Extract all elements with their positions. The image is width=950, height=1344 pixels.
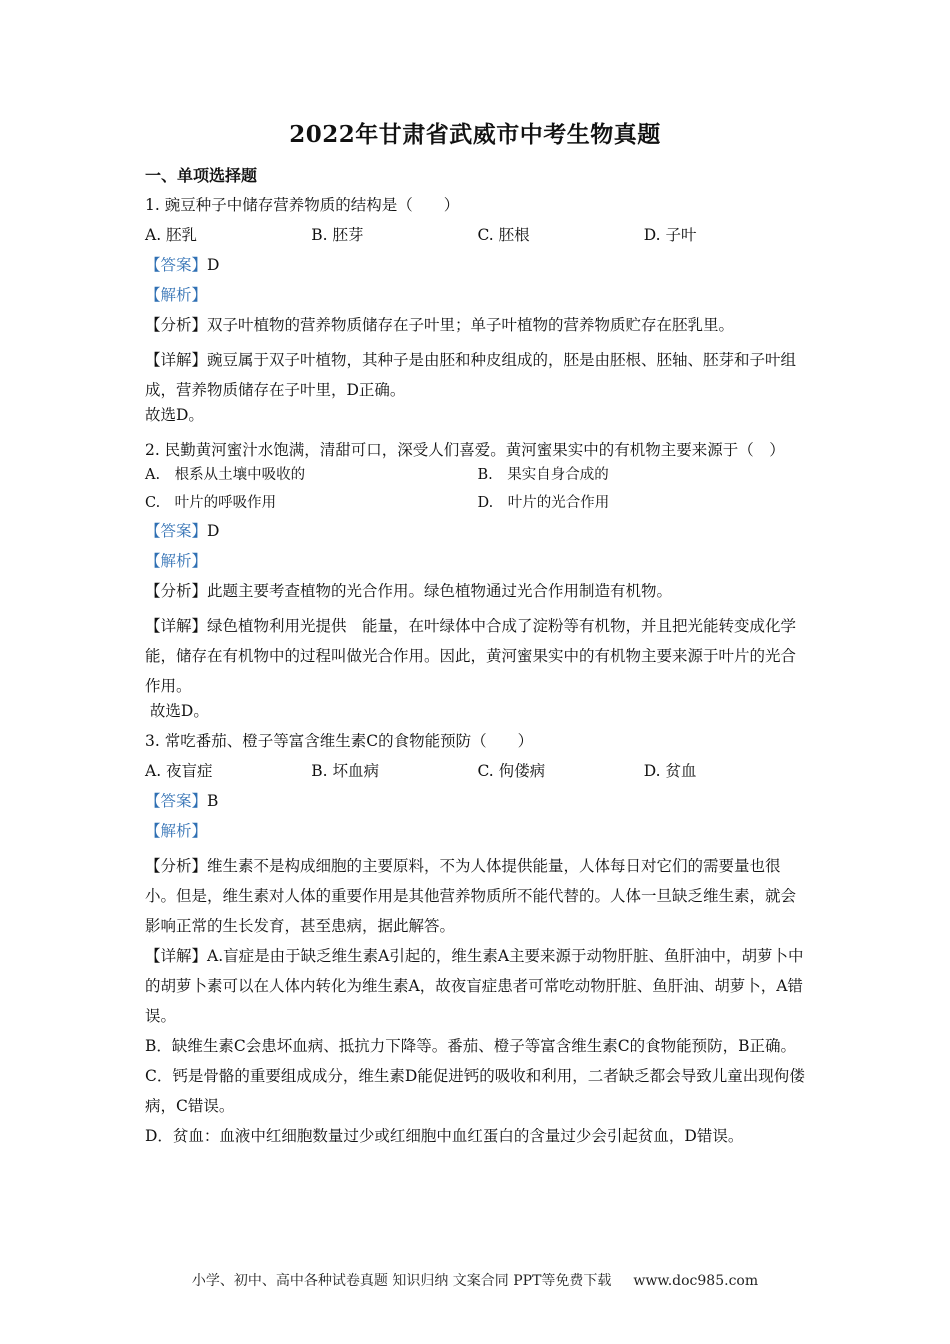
fenxi-tag: 【分析】 bbox=[145, 582, 208, 600]
option-a: A. 夜盲症 bbox=[145, 762, 213, 780]
fenxi-para bbox=[145, 851, 810, 941]
question-2-options-row1 bbox=[145, 465, 810, 493]
content bbox=[145, 195, 810, 1151]
option-d: D. 叶片的光合作用 bbox=[477, 495, 610, 511]
analysis-line bbox=[145, 285, 810, 315]
xiangjie-para bbox=[145, 941, 810, 1031]
answer-tag: 【答案】 bbox=[145, 522, 208, 540]
page-title: 2022年甘肃省武威市中考生物真题 bbox=[289, 121, 661, 148]
section-heading: 一、单项选择题 bbox=[145, 166, 258, 185]
question-1-stem: 1. 豌豆种子中储存营养物质的结构是（ ） bbox=[145, 196, 460, 214]
fenxi-text: 维生素不是构成细胞的主要原料，不为人体提供能量，人体每日对它们的需要量也很小。但是，维生素对人体的重要作用是其他营养物质所不能代替的。人体一旦缺乏维生素，就会影响正常的生长发育，甚至患病，据此解答。 bbox=[145, 857, 797, 935]
conclusion: 故选D。 bbox=[145, 406, 204, 424]
answer-line bbox=[145, 255, 810, 285]
option-d: D. 子叶 bbox=[643, 226, 697, 244]
option-c: C. 胚根 bbox=[477, 226, 530, 244]
analysis-line bbox=[145, 551, 810, 581]
option-b: B. 胚芽 bbox=[311, 226, 364, 244]
xiangjie-tag: 【详解】 bbox=[145, 617, 208, 635]
explanation-d: D．贫血：血液中红细胞数量过少或红细胞中血红蛋白的含量过少会引起贫血，D错误。 bbox=[145, 1127, 744, 1145]
answer-line bbox=[145, 521, 810, 551]
analysis-tag: 【解析】 bbox=[145, 552, 208, 570]
fenxi-tag: 【分析】 bbox=[145, 857, 208, 875]
fenxi-text: 此题主要考查植物的光合作用。绿色植物通过光合作用制造有机物。 bbox=[207, 582, 673, 600]
footer-text: 小学、初中、高中各种试卷真题 知识归纳 文案合同 PPT等免费下载 bbox=[191, 1273, 612, 1289]
xiangjie-para bbox=[145, 345, 810, 405]
fenxi-line bbox=[145, 315, 810, 345]
xiangjie-para bbox=[145, 611, 810, 701]
conclusion: 故选D。 bbox=[145, 702, 209, 720]
page-footer bbox=[0, 1270, 950, 1290]
answer-value: B bbox=[207, 792, 219, 810]
option-b: B. 坏血病 bbox=[311, 762, 379, 780]
option-c: C. 叶片的呼吸作用 bbox=[145, 495, 277, 511]
xiangjie-tag: 【详解】 bbox=[145, 947, 208, 965]
answer-tag: 【答案】 bbox=[145, 792, 208, 810]
analysis-tag: 【解析】 bbox=[145, 286, 208, 304]
option-a: A. 根系从土壤中吸收的 bbox=[145, 467, 306, 483]
option-d: D. 贫血 bbox=[643, 762, 697, 780]
xiangjie-text: 绿色植物利用光提供 能量，在叶绿体中合成了淀粉等有机物，并且把光能转变成化学能，储存在有机物中的过程叫做光合作用。因此，黄河蜜果实中的有机物主要来源于叶片的光合作用。 bbox=[145, 617, 797, 695]
answer-line bbox=[145, 791, 810, 821]
analysis-line bbox=[145, 821, 810, 851]
explanation-b: B．缺维生素C会患坏血病、抵抗力下降等。番茄、橙子等富含维生素C的食物能预防，B正确。 bbox=[145, 1037, 797, 1055]
option-a: A. 胚乳 bbox=[145, 226, 198, 244]
fenxi-line bbox=[145, 581, 810, 611]
question-1-options bbox=[145, 225, 810, 255]
explanation-c: C．钙是骨骼的重要组成成分，维生素D能促进钙的吸收和利用，二者缺乏都会导致儿童出现佝偻病，C错误。 bbox=[145, 1067, 805, 1115]
analysis-tag: 【解析】 bbox=[145, 822, 208, 840]
xiangjie-tag: 【详解】 bbox=[145, 351, 208, 369]
question-3-options bbox=[145, 761, 810, 791]
answer-value: D bbox=[207, 522, 220, 540]
fenxi-text: 双子叶植物的营养物质储存在子叶里；单子叶植物的营养物质贮存在胚乳里。 bbox=[207, 316, 735, 334]
question-2-options-row2 bbox=[145, 493, 810, 521]
fenxi-tag: 【分析】 bbox=[145, 316, 208, 334]
xiangjie-text: 豌豆属于双子叶植物，其种子是由胚和种皮组成的，胚是由胚根、胚轴、胚芽和子叶组成，营养物质储存在子叶里，D正确。 bbox=[145, 351, 797, 399]
option-b: B. 果实自身合成的 bbox=[477, 467, 609, 483]
footer-url[interactable]: www.doc985.com bbox=[633, 1273, 759, 1289]
question-2-stem: 2. 民勤黄河蜜汁水饱满，清甜可口，深受人们喜爱。黄河蜜果实中的有机物主要来源于（ ） bbox=[145, 441, 785, 459]
option-c: C. 佝偻病 bbox=[477, 762, 546, 780]
answer-value: D bbox=[207, 256, 220, 274]
question-3-stem: 3. 常吃番茄、橙子等富含维生素C的食物能预防（ ） bbox=[145, 732, 534, 750]
xiangjie-text: A.盲症是由于缺乏维生素A引起的，维生素A主要来源于动物肝脏、鱼肝油中，胡萝卜中的胡萝卜素可以在人体内转化为维生素A，故夜盲症患者可常吃动物肝脏、鱼肝油、胡萝卜，A错误。 bbox=[145, 947, 804, 1025]
answer-tag: 【答案】 bbox=[145, 256, 208, 274]
